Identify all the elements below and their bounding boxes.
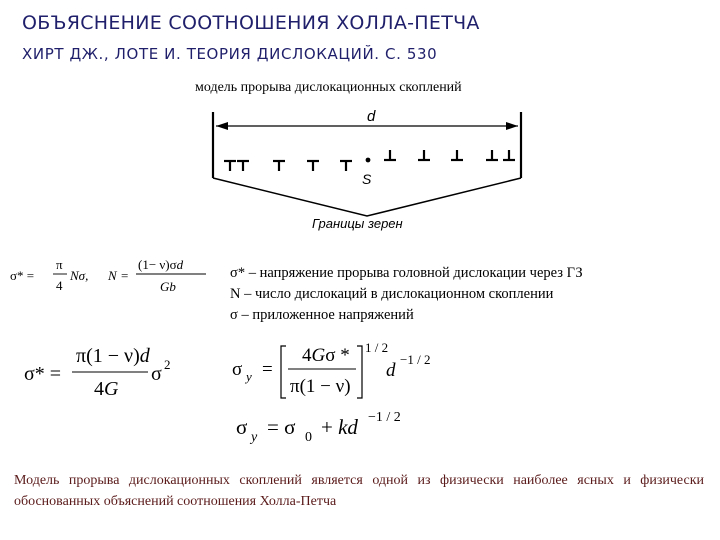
- d-arrow-right: [506, 122, 518, 130]
- dislocation: [273, 161, 285, 171]
- legend-sigma: σ – приложенное напряжений: [230, 307, 414, 323]
- svg-text:σ* =: σ* =: [24, 363, 62, 385]
- svg-text:=: =: [262, 359, 273, 380]
- dislocation: [503, 150, 515, 160]
- slide-title: ОБЪЯСНЕНИЕ СООТНОШЕНИЯ ХОЛЛА-ПЕТЧА: [22, 12, 480, 34]
- svg-text:Nσ,: Nσ,: [70, 268, 89, 283]
- conclusion-paragraph: Модель прорыва дислокационных скоплений является одной из физически наиболее ясных и физически обоснованных объяснений соотношения Холла-Петча: [14, 473, 704, 509]
- svg-text:σ: σ: [151, 363, 162, 385]
- svg-text:(1− ν)σd: (1− ν)σd: [138, 257, 184, 272]
- svg-text:Gb: Gb: [160, 279, 176, 294]
- svg-text:y: y: [246, 369, 252, 384]
- formula-yield-stress: [232, 340, 430, 398]
- source-point: [366, 158, 371, 163]
- svg-text:d: d: [386, 360, 396, 381]
- svg-text:= σ: = σ: [267, 415, 296, 439]
- svg-text:σ: σ: [232, 359, 243, 380]
- svg-text:=: =: [121, 268, 129, 283]
- svg-text:4G: 4G: [94, 378, 119, 400]
- d-arrow-left: [216, 122, 228, 130]
- svg-text:π(1 − ν): π(1 − ν): [290, 376, 351, 397]
- dislocation: [418, 150, 430, 160]
- diagram-caption: модель прорыва дислокационных скоплений: [195, 80, 462, 95]
- dislocation: [340, 161, 352, 171]
- slide-subtitle: ХИРТ ДЖ., ЛОТЕ И. ТЕОРИЯ ДИСЛОКАЦИЙ. С. 530: [22, 45, 438, 63]
- formula-hall-petch: [236, 410, 401, 445]
- legend-sigma-star: σ* – напряжение прорыва головной дислокации через ГЗ: [230, 265, 583, 281]
- dislocation: [224, 161, 236, 171]
- d-label: d: [367, 108, 376, 125]
- svg-text:π(1 − ν)d: π(1 − ν)d: [76, 345, 150, 367]
- formula-pileup-stress: [10, 257, 206, 294]
- dislocation: [307, 161, 319, 171]
- svg-text:y: y: [251, 430, 258, 445]
- svg-text:σ: σ: [236, 415, 248, 439]
- dislocation: [237, 161, 249, 171]
- svg-text:4: 4: [56, 278, 63, 293]
- svg-text:4Gσ *: 4Gσ *: [302, 345, 350, 366]
- svg-text:−1 / 2: −1 / 2: [368, 410, 401, 425]
- grain-boundaries-label: Границы зерен: [312, 216, 403, 231]
- source-label: S: [362, 171, 372, 187]
- svg-text:0: 0: [305, 430, 312, 445]
- legend-n: N – число дислокаций в дислокационном скоплении: [230, 286, 554, 302]
- svg-text:1 / 2: 1 / 2: [365, 340, 389, 355]
- svg-text:+ kd: + kd: [321, 415, 358, 439]
- dislocation: [384, 150, 396, 160]
- svg-text:N: N: [108, 268, 117, 283]
- svg-text:σ* =: σ* =: [10, 268, 35, 283]
- svg-text:2: 2: [164, 357, 171, 372]
- dislocation: [486, 150, 498, 160]
- formula-breakthrough-stress: [24, 345, 171, 400]
- svg-text:π: π: [56, 257, 63, 272]
- dislocation: [451, 150, 463, 160]
- svg-text:−1 / 2: −1 / 2: [400, 352, 431, 367]
